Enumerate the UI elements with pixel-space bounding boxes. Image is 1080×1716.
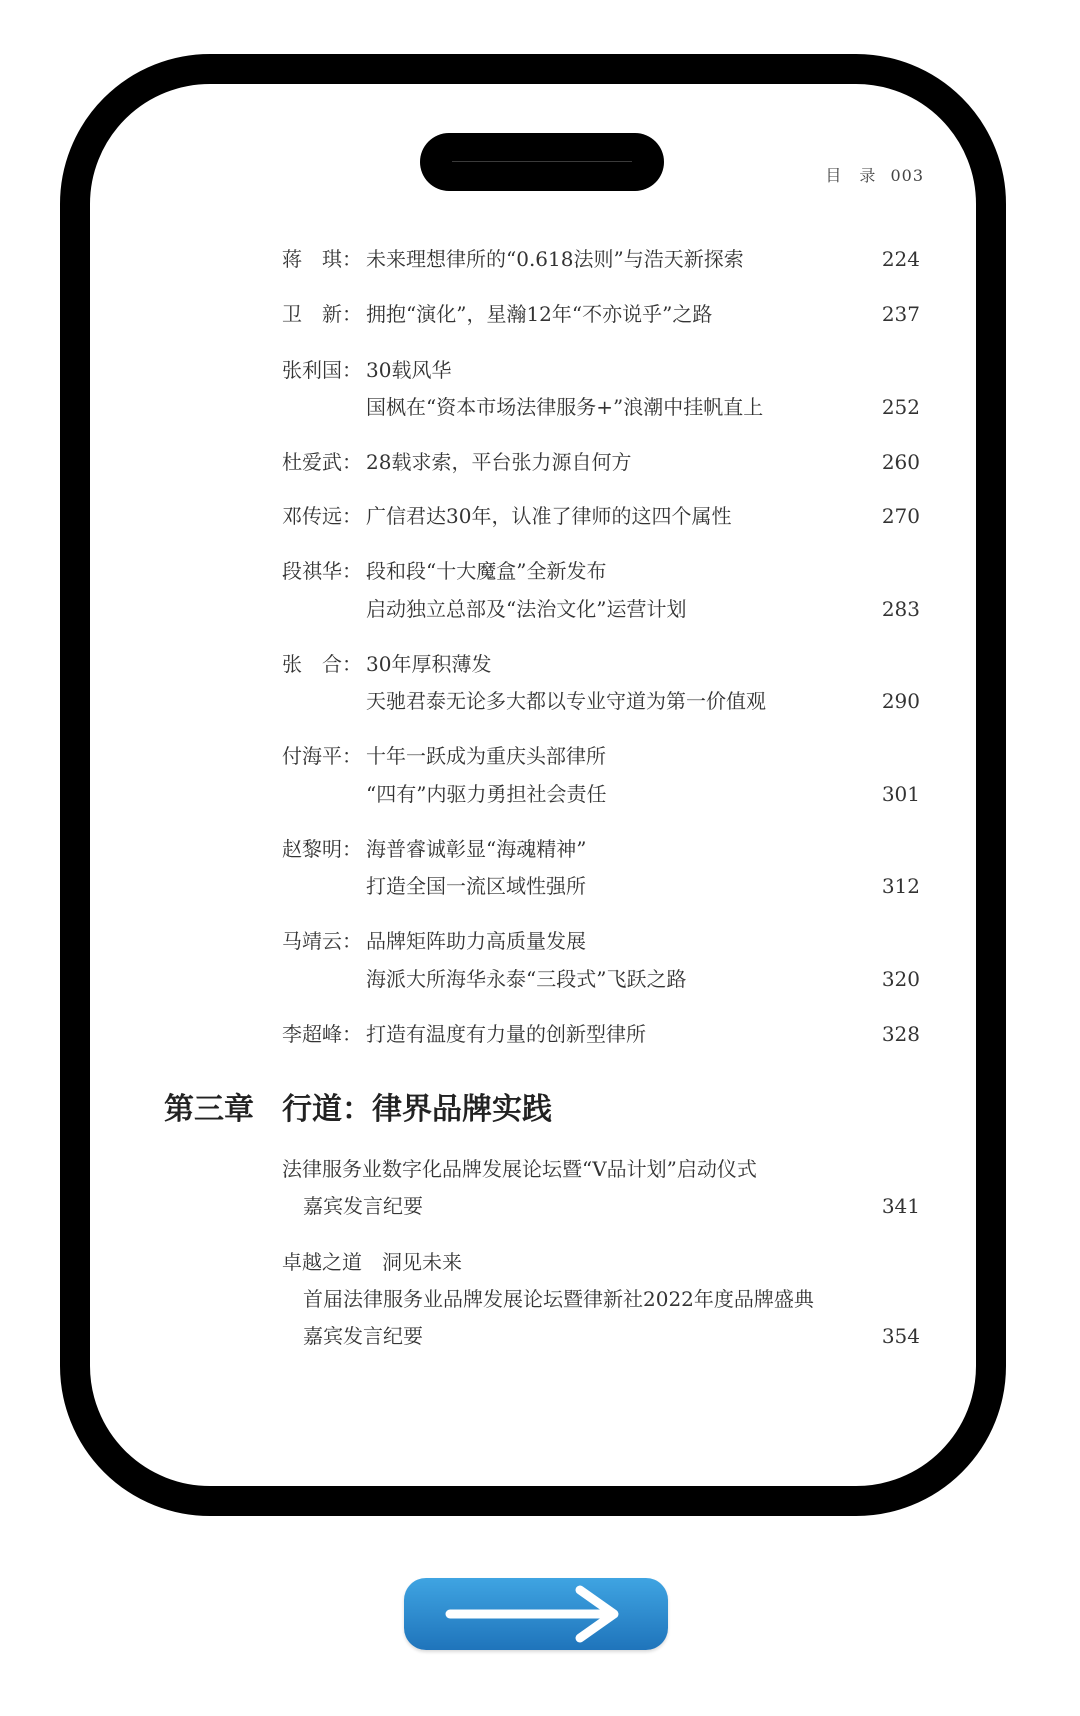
toc-entry-author: 蒋 琪：: [282, 247, 362, 271]
running-head-title: 目 录: [825, 166, 877, 185]
camera-notch: [420, 133, 664, 191]
toc-entry-page: 260: [881, 450, 920, 474]
next-page-button[interactable]: [404, 1578, 668, 1650]
toc-entry-author: 邓传远：: [282, 504, 362, 528]
toc-entry-page: 270: [881, 504, 920, 528]
toc-entry-subtitle: 嘉宾发言纪要: [303, 1324, 423, 1348]
toc-entry-subtitle: 海派大所海华永泰“三段式”飞跃之路: [366, 967, 687, 991]
toc-entry-title: 卓越之道 洞见未来: [282, 1250, 462, 1274]
toc-entry-page: 290: [881, 689, 920, 713]
toc-entry-subtitle: “四有”内驱力勇担社会责任: [366, 782, 607, 806]
chapter-number: 第三章: [164, 1092, 254, 1127]
toc-entry-page: 252: [881, 395, 920, 419]
toc-entry-subtitle: 嘉宾发言纪要: [303, 1194, 423, 1218]
toc-entry-author: 卫 新：: [282, 302, 362, 326]
toc-entry-page: 312: [881, 874, 920, 898]
arrow-right-icon: [404, 1578, 668, 1650]
toc-entry-subtitle: 首届法律服务业品牌发展论坛暨律新社2022年度品牌盛典: [303, 1287, 814, 1311]
toc-entry-page: 341: [881, 1194, 920, 1218]
toc-entry-title: 30载风华: [366, 358, 452, 382]
toc-entry-author: 马靖云：: [282, 929, 362, 953]
notch-highlight: [452, 161, 632, 162]
toc-entry-title: 打造有温度有力量的创新型律所: [366, 1022, 646, 1046]
toc-entry-author: 李超峰：: [282, 1022, 362, 1046]
toc-entry-page: 301: [881, 782, 920, 806]
toc-entry-page: 354: [881, 1324, 920, 1348]
toc-entry-title: 品牌矩阵助力高质量发展: [366, 929, 586, 953]
toc-entry-author: 付海平：: [282, 744, 362, 768]
toc-entry-author: 张利国：: [282, 358, 362, 382]
toc-entry-author: 杜爱武：: [282, 450, 362, 474]
running-head: [825, 163, 924, 186]
toc-entry-page: 237: [881, 302, 920, 326]
toc-entry-title: 拥抱“演化”，星瀚12年“不亦说乎”之路: [366, 302, 713, 326]
toc-entry-title: 广信君达30年，认准了律师的这四个属性: [366, 504, 732, 528]
toc-entry-page: 283: [881, 597, 920, 621]
toc-entry-page: 328: [881, 1022, 920, 1046]
toc-entry-page: 224: [881, 247, 920, 271]
toc-entry-title: 海普睿诚彰显“海魂精神”: [366, 837, 587, 861]
toc-entry-author: 赵黎明：: [282, 837, 362, 861]
toc-entry-subtitle: 天驰君泰无论多大都以专业守道为第一价值观: [366, 689, 766, 713]
toc-entry-subtitle: 启动独立总部及“法治文化”运营计划: [366, 597, 687, 621]
toc-entry-author: 张 合：: [282, 652, 362, 676]
toc-entry-title: 段和段“十大魔盒”全新发布: [366, 559, 607, 583]
chapter-title: 行道：律界品牌实践: [282, 1092, 552, 1127]
running-head-page: 003: [890, 166, 924, 185]
toc-entry-subtitle: 打造全国一流区域性强所: [366, 874, 586, 898]
toc-entry-author: 段祺华：: [282, 559, 362, 583]
toc-entry-title: 28载求索，平台张力源自何方: [366, 450, 632, 474]
toc-entry-title: 十年一跃成为重庆头部律所: [366, 744, 606, 768]
toc-entry-title: 30年厚积薄发: [366, 652, 492, 676]
toc-entry-title: 法律服务业数字化品牌发展论坛暨“V品计划”启动仪式: [282, 1157, 757, 1181]
toc-entry-page: 320: [881, 967, 920, 991]
toc-entry-title: 未来理想律所的“0.618法则”与浩天新探索: [366, 247, 744, 271]
toc-entry-subtitle: 国枫在“资本市场法律服务+”浪潮中挂帆直上: [366, 395, 764, 419]
